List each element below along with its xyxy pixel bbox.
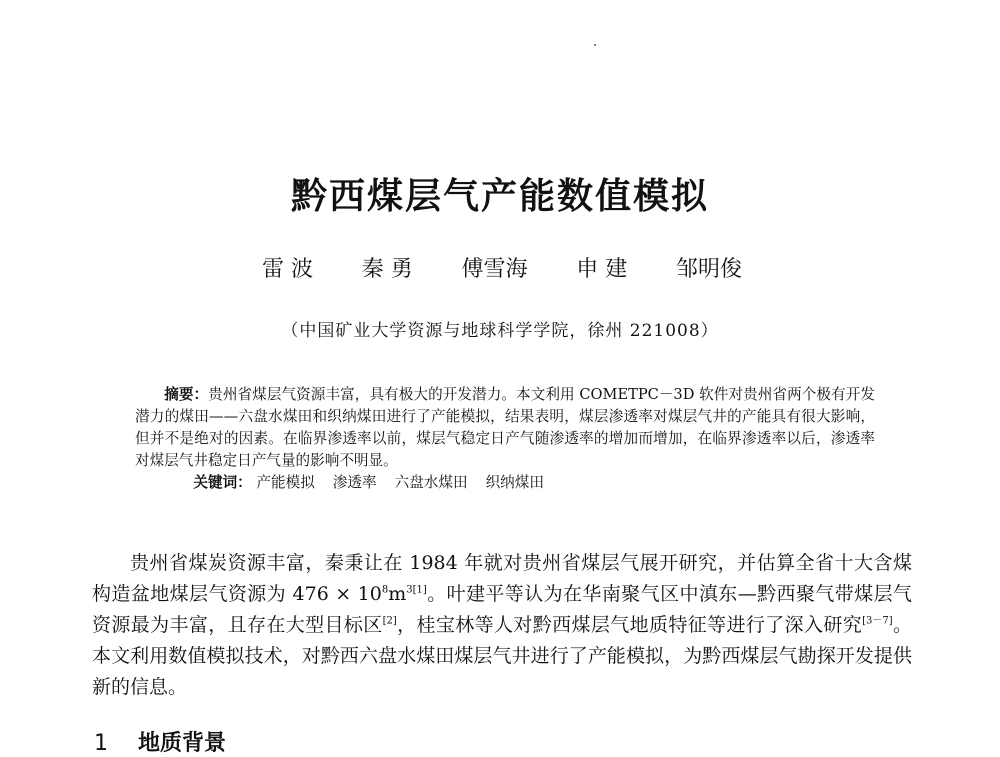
citation: [2] bbox=[382, 615, 397, 627]
citation: [3－7] bbox=[862, 615, 893, 627]
author-name: 邹明俊 bbox=[675, 257, 742, 282]
affiliation: （中国矿业大学资源与地球科学学院，徐州 221008） bbox=[281, 321, 719, 341]
author-name: 申 建 bbox=[576, 257, 628, 282]
body-text bbox=[92, 548, 912, 703]
speck-mark bbox=[594, 44, 596, 46]
author-name: 傅雪海 bbox=[461, 257, 528, 282]
section-number: 1 bbox=[94, 731, 108, 756]
body-segment: 贵州省煤炭资源丰富，秦秉让在 1984 年就对贵州省煤层气展开研究，并估算全省十大含煤构造盆地煤层气资源为 476 × 10 bbox=[92, 552, 912, 605]
abstract-block bbox=[135, 384, 875, 494]
paper-title: 黔西煤层气产能数值模拟 bbox=[290, 176, 709, 217]
keyword: 渗透率 bbox=[332, 474, 377, 491]
keywords-line bbox=[135, 472, 875, 494]
abstract-label: 摘要： bbox=[164, 386, 209, 403]
superscript: 8 bbox=[381, 584, 389, 596]
abstract-paragraph bbox=[135, 384, 875, 472]
citation: 3[1] bbox=[406, 584, 427, 596]
body-paragraph bbox=[92, 548, 912, 703]
section-title: 地质背景 bbox=[138, 731, 227, 756]
keyword: 织纳煤田 bbox=[485, 474, 544, 491]
body-segment: m bbox=[388, 583, 407, 605]
abstract-text: 贵州省煤层气资源丰富，具有极大的开发潜力。本文利用 COMETPC－3D 软件对贵州省两个极有开发潜力的煤田——六盘水煤田和织纳煤田进行了产能模拟，结果表明，煤层渗透率对煤层气井的产能具有很大影响，但并不是绝对的因素。在临界渗透率以前，煤层气稳定日产气随渗透率的增加而增加，在临界渗透率以后，渗透率对煤层气井稳定日产气量的影响不明显。 bbox=[135, 386, 875, 469]
body-segment: ，桂宝林等人对黔西煤层气地质特征等进行了深入研究 bbox=[396, 614, 863, 636]
body-segment: 。叶建平等认为在华南聚气区中滇东—黔西聚气带煤层气资源最为丰富，且存在大型目标区 bbox=[92, 583, 912, 636]
author-list bbox=[262, 252, 742, 283]
body-segment: 。本文利用数值模拟技术，对黔西六盘水煤田煤层气井进行了产能模拟，为黔西煤层气勘探开发提供新的信息。 bbox=[92, 614, 912, 698]
keyword: 六盘水煤田 bbox=[394, 474, 468, 491]
author-name: 秦 勇 bbox=[361, 257, 413, 282]
author-name: 雷 波 bbox=[262, 257, 313, 282]
section-heading bbox=[94, 726, 226, 757]
keywords-label: 关键词： bbox=[193, 474, 252, 491]
keyword: 产能模拟 bbox=[256, 474, 315, 491]
